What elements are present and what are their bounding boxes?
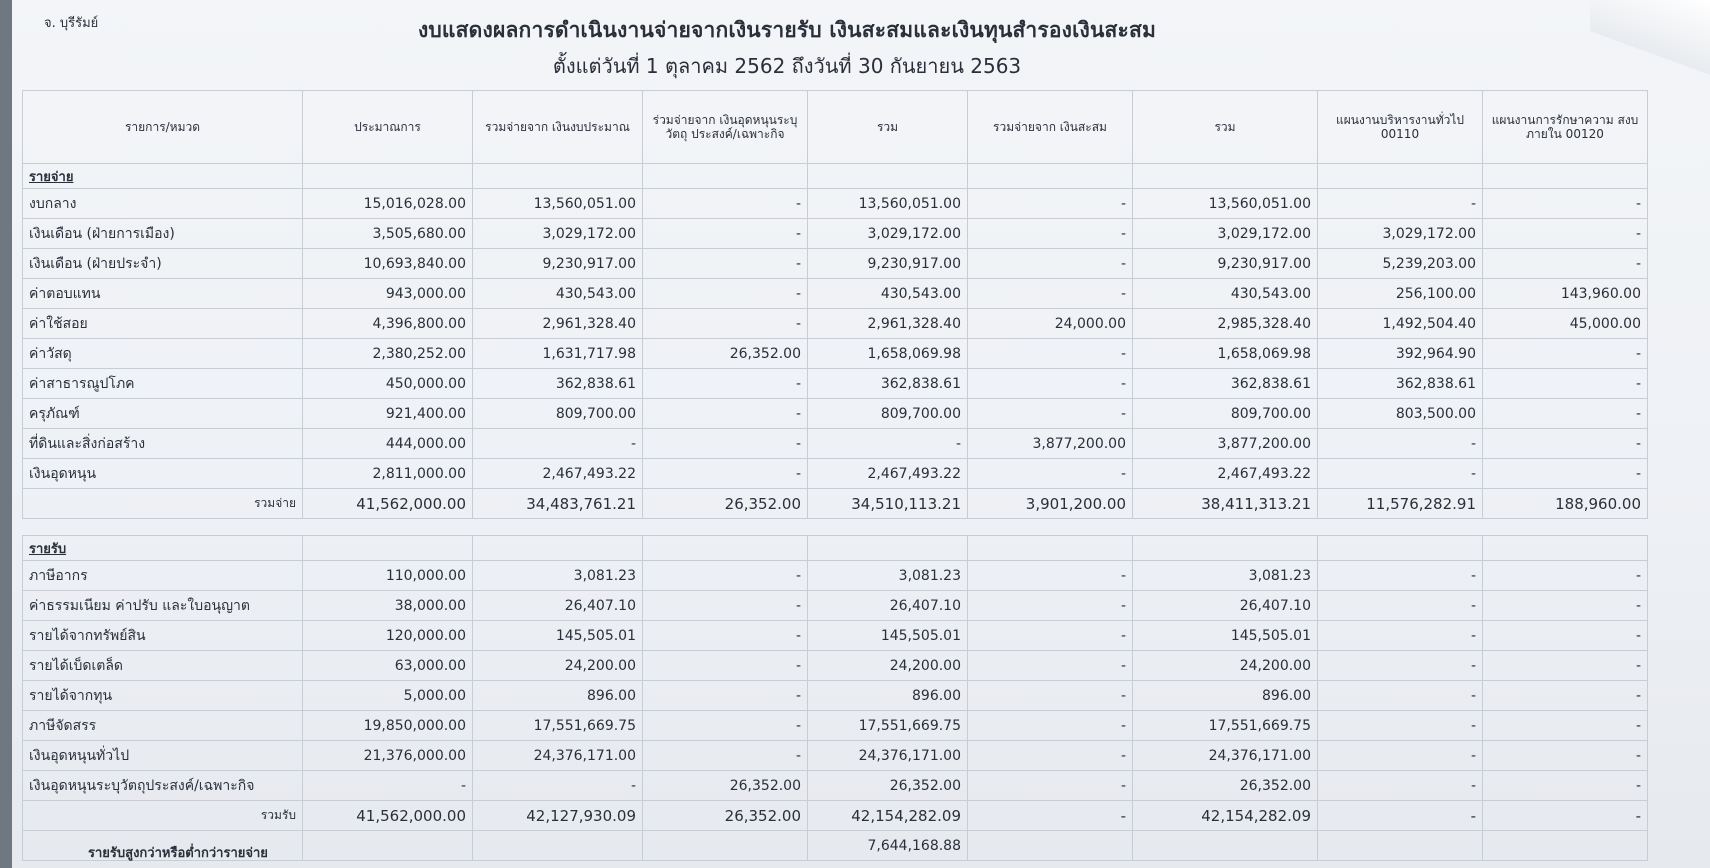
- page-curl: [1590, 0, 1710, 80]
- table-row: [23, 771, 1648, 801]
- value-cell: 809,700.00: [473, 399, 643, 429]
- report-title: งบแสดงผลการดำเนินงานจ่ายจากเงินรายรับ เงินสะสมและเงินทุนสำรองเงินสะสม: [417, 18, 1157, 42]
- value-cell: 143,960.00: [1483, 279, 1648, 309]
- total-value-cell: 34,510,113.21: [808, 489, 968, 519]
- value-cell: 1,631,717.98: [473, 339, 643, 369]
- value-cell: 26,407.10: [1133, 591, 1318, 621]
- table-row: [23, 741, 1648, 771]
- value-cell: 13,560,051.00: [473, 189, 643, 219]
- value-cell: 26,407.10: [473, 591, 643, 621]
- value-cell: 809,700.00: [1133, 399, 1318, 429]
- value-cell: 24,200.00: [1133, 651, 1318, 681]
- value-cell: -: [1318, 591, 1483, 621]
- value-cell: 3,081.23: [1133, 561, 1318, 591]
- empty-cell: [473, 536, 643, 561]
- table-row: [23, 309, 1648, 339]
- col-header-reserve-spent: รวมจ่ายจาก เงินสะสม: [968, 91, 1133, 164]
- value-cell: -: [1318, 681, 1483, 711]
- value-cell: 17,551,669.75: [473, 711, 643, 741]
- value-cell: 26,352.00: [643, 771, 808, 801]
- value-cell: 9,230,917.00: [808, 249, 968, 279]
- value-cell: -: [968, 249, 1133, 279]
- empty-cell: [1483, 164, 1648, 189]
- total-value-cell: -: [968, 801, 1133, 831]
- empty-cell: [643, 164, 808, 189]
- empty-cell: [303, 519, 473, 536]
- value-cell: 3,081.23: [808, 561, 968, 591]
- value-cell: -: [1483, 621, 1648, 651]
- value-cell: -: [1483, 681, 1648, 711]
- value-cell: -: [643, 459, 808, 489]
- value-cell: 896.00: [808, 681, 968, 711]
- col-header-sum-2: รวม: [1133, 91, 1318, 164]
- value-cell: -: [968, 681, 1133, 711]
- value-cell: 2,467,493.22: [808, 459, 968, 489]
- surplus-label: รายรับสูงกว่าหรือต่ำกว่ารายจ่าย: [88, 846, 268, 861]
- value-cell: 2,961,328.40: [808, 309, 968, 339]
- value-cell: -: [643, 561, 808, 591]
- value-cell: -: [643, 249, 808, 279]
- total-value-cell: 41,562,000.00: [303, 801, 473, 831]
- value-cell: -: [968, 189, 1133, 219]
- empty-cell: [643, 831, 808, 861]
- value-cell: -: [1318, 459, 1483, 489]
- table-row: [23, 339, 1648, 369]
- value-cell: 2,811,000.00: [303, 459, 473, 489]
- row-label: ภาษีจัดสรร: [23, 711, 303, 741]
- table-row: [23, 369, 1648, 399]
- value-cell: -: [1318, 741, 1483, 771]
- value-cell: 921,400.00: [303, 399, 473, 429]
- empty-cell: [968, 831, 1133, 861]
- value-cell: 1,658,069.98: [1133, 339, 1318, 369]
- row-label: รายได้จากทุน: [23, 681, 303, 711]
- col-header-item: รายการ/หมวด: [23, 91, 303, 164]
- empty-cell: [473, 831, 643, 861]
- value-cell: -: [1483, 741, 1648, 771]
- value-cell: 26,407.10: [808, 591, 968, 621]
- empty-cell: [643, 536, 808, 561]
- value-cell: 362,838.61: [473, 369, 643, 399]
- value-cell: 2,467,493.22: [1133, 459, 1318, 489]
- value-cell: -: [1483, 249, 1648, 279]
- value-cell: -: [1318, 561, 1483, 591]
- row-label: งบกลาง: [23, 189, 303, 219]
- value-cell: -: [643, 219, 808, 249]
- value-cell: 9,230,917.00: [1133, 249, 1318, 279]
- empty-cell: [1133, 536, 1318, 561]
- value-cell: 38,000.00: [303, 591, 473, 621]
- income-section-row: [23, 536, 1648, 561]
- value-cell: 430,543.00: [473, 279, 643, 309]
- empty-cell: [968, 164, 1133, 189]
- value-cell: -: [643, 741, 808, 771]
- value-cell: 21,376,000.00: [303, 741, 473, 771]
- table-row: [23, 279, 1648, 309]
- row-label: รายได้เบ็ดเตล็ด: [23, 651, 303, 681]
- empty-cell: [1483, 519, 1648, 536]
- value-cell: 24,200.00: [808, 651, 968, 681]
- value-cell: -: [1318, 711, 1483, 741]
- value-cell: 13,560,051.00: [1133, 189, 1318, 219]
- total-value-cell: 42,154,282.09: [808, 801, 968, 831]
- value-cell: 392,964.90: [1318, 339, 1483, 369]
- value-cell: 3,081.23: [473, 561, 643, 591]
- report-period: ตั้งแต่วันที่ 1 ตุลาคม 2562 ถึงวันที่ 30 กันยายน 2563: [552, 54, 1022, 78]
- value-cell: 24,200.00: [473, 651, 643, 681]
- row-label: เงินอุดหนุนระบุวัตถุประสงค์/เฉพาะกิจ: [23, 771, 303, 801]
- value-cell: -: [1483, 561, 1648, 591]
- empty-cell: [303, 831, 473, 861]
- value-cell: 17,551,669.75: [1133, 711, 1318, 741]
- total-value-cell: -: [1318, 801, 1483, 831]
- row-label: เงินอุดหนุนทั่วไป: [23, 741, 303, 771]
- value-cell: -: [968, 279, 1133, 309]
- row-label: เงินเดือน (ฝ่ายประจำ): [23, 249, 303, 279]
- value-cell: -: [1483, 651, 1648, 681]
- value-cell: 896.00: [1133, 681, 1318, 711]
- value-cell: -: [1483, 459, 1648, 489]
- empty-cell: [643, 519, 808, 536]
- value-cell: 26,352.00: [1133, 771, 1318, 801]
- empty-cell: [808, 519, 968, 536]
- income-total-row: [23, 801, 1648, 831]
- total-value-cell: 3,901,200.00: [968, 489, 1133, 519]
- empty-cell: [23, 519, 303, 536]
- value-cell: 1,658,069.98: [808, 339, 968, 369]
- row-label: ค่าธรรมเนียม ค่าปรับ และใบอนุญาต: [23, 591, 303, 621]
- empty-cell: [1318, 831, 1483, 861]
- value-cell: -: [473, 771, 643, 801]
- empty-cell: [473, 164, 643, 189]
- value-cell: -: [968, 591, 1133, 621]
- value-cell: -: [643, 429, 808, 459]
- col-header-subsidy-spent: ร่วมจ่ายจาก เงินอุดหนุนระบุวัตถุ ประสงค์/เฉพาะกิจ: [643, 91, 808, 164]
- empty-cell: [1483, 536, 1648, 561]
- value-cell: -: [643, 369, 808, 399]
- value-cell: 4,396,800.00: [303, 309, 473, 339]
- value-cell: -: [1483, 429, 1648, 459]
- total-value-cell: 42,127,930.09: [473, 801, 643, 831]
- value-cell: 362,838.61: [1133, 369, 1318, 399]
- value-cell: 10,693,840.00: [303, 249, 473, 279]
- table-row: [23, 621, 1648, 651]
- value-cell: -: [643, 399, 808, 429]
- total-value-cell: 11,576,282.91: [1318, 489, 1483, 519]
- value-cell: -: [968, 459, 1133, 489]
- row-label: ค่าใช้สอย: [23, 309, 303, 339]
- table-row: [23, 651, 1648, 681]
- value-cell: -: [643, 621, 808, 651]
- value-cell: -: [968, 561, 1133, 591]
- row-label: ครุภัณฑ์: [23, 399, 303, 429]
- value-cell: 145,505.01: [1133, 621, 1318, 651]
- value-cell: 24,376,171.00: [1133, 741, 1318, 771]
- value-cell: 17,551,669.75: [808, 711, 968, 741]
- value-cell: 3,029,172.00: [1133, 219, 1318, 249]
- value-cell: -: [968, 771, 1133, 801]
- value-cell: -: [968, 339, 1133, 369]
- total-value-cell: 26,352.00: [643, 801, 808, 831]
- empty-cell: [808, 164, 968, 189]
- value-cell: 26,352.00: [808, 771, 968, 801]
- col-header-plan-00110: แผนงานบริหารงานทั่วไป 00110: [1318, 91, 1483, 164]
- value-cell: 120,000.00: [303, 621, 473, 651]
- table-row: [23, 561, 1648, 591]
- table-row: [23, 189, 1648, 219]
- row-label: รายได้จากทรัพย์สิน: [23, 621, 303, 651]
- value-cell: -: [968, 711, 1133, 741]
- empty-cell: [1133, 519, 1318, 536]
- total-value-cell: 38,411,313.21: [1133, 489, 1318, 519]
- value-cell: -: [643, 681, 808, 711]
- value-cell: -: [968, 399, 1133, 429]
- value-cell: 2,961,328.40: [473, 309, 643, 339]
- value-cell: 3,877,200.00: [1133, 429, 1318, 459]
- value-cell: -: [1318, 771, 1483, 801]
- income-total-label: รวมรับ: [23, 801, 303, 831]
- value-cell: 3,029,172.00: [1318, 219, 1483, 249]
- value-cell: 943,000.00: [303, 279, 473, 309]
- value-cell: -: [1483, 771, 1648, 801]
- value-cell: -: [1483, 339, 1648, 369]
- expense-section-cell: [23, 164, 303, 189]
- total-value-cell: 26,352.00: [643, 489, 808, 519]
- value-cell: 15,016,028.00: [303, 189, 473, 219]
- value-cell: 9,230,917.00: [473, 249, 643, 279]
- empty-cell: [303, 164, 473, 189]
- value-cell: -: [643, 591, 808, 621]
- value-cell: 19,850,000.00: [303, 711, 473, 741]
- table-row: [23, 429, 1648, 459]
- expense-total-row: [23, 489, 1648, 519]
- value-cell: 896.00: [473, 681, 643, 711]
- value-cell: 3,505,680.00: [303, 219, 473, 249]
- value-cell: 3,029,172.00: [473, 219, 643, 249]
- value-cell: 3,877,200.00: [968, 429, 1133, 459]
- empty-cell: [1133, 164, 1318, 189]
- value-cell: 3,029,172.00: [808, 219, 968, 249]
- value-cell: -: [643, 711, 808, 741]
- value-cell: 2,985,328.40: [1133, 309, 1318, 339]
- spacer-row: [23, 519, 1648, 536]
- table-row: [23, 681, 1648, 711]
- col-header-plan-00120: แผนงานการรักษาความ สงบภายใน 00120: [1483, 91, 1648, 164]
- row-label: ค่าตอบแทน: [23, 279, 303, 309]
- value-cell: -: [1483, 591, 1648, 621]
- value-cell: -: [1318, 429, 1483, 459]
- value-cell: -: [643, 309, 808, 339]
- value-cell: -: [1318, 189, 1483, 219]
- empty-cell: [473, 519, 643, 536]
- income-section-cell: [23, 536, 303, 561]
- value-cell: 24,376,171.00: [473, 741, 643, 771]
- value-cell: 24,376,171.00: [808, 741, 968, 771]
- value-cell: -: [968, 651, 1133, 681]
- row-label: เงินเดือน (ฝ่ายการเมือง): [23, 219, 303, 249]
- total-value-cell: 188,960.00: [1483, 489, 1648, 519]
- row-label: ที่ดินและสิ่งก่อสร้าง: [23, 429, 303, 459]
- value-cell: 430,543.00: [1133, 279, 1318, 309]
- value-cell: -: [643, 279, 808, 309]
- total-value-cell: -: [1483, 801, 1648, 831]
- total-value-cell: 34,483,761.21: [473, 489, 643, 519]
- col-header-budget-spent: รวมจ่ายจาก เงินงบประมาณ: [473, 91, 643, 164]
- row-label: ค่าสาธารณูปโภค: [23, 369, 303, 399]
- row-label: เงินอุดหนุน: [23, 459, 303, 489]
- value-cell: 1,492,504.40: [1318, 309, 1483, 339]
- expense-section-row: [23, 164, 1648, 189]
- expense-section-label: รายจ่าย: [29, 169, 74, 185]
- value-cell: 362,838.61: [1318, 369, 1483, 399]
- total-value-cell: 41,562,000.00: [303, 489, 473, 519]
- financial-table: [22, 90, 1648, 861]
- empty-cell: [1133, 831, 1318, 861]
- surplus-value: 7,644,168.88: [808, 831, 968, 861]
- value-cell: -: [473, 429, 643, 459]
- value-cell: 24,000.00: [968, 309, 1133, 339]
- value-cell: -: [303, 771, 473, 801]
- value-cell: 803,500.00: [1318, 399, 1483, 429]
- value-cell: -: [1318, 651, 1483, 681]
- empty-cell: [1318, 164, 1483, 189]
- value-cell: 444,000.00: [303, 429, 473, 459]
- empty-cell: [1318, 519, 1483, 536]
- empty-cell: [808, 536, 968, 561]
- value-cell: -: [1483, 399, 1648, 429]
- value-cell: 430,543.00: [808, 279, 968, 309]
- row-label: ค่าวัสดุ: [23, 339, 303, 369]
- empty-cell: [1318, 536, 1483, 561]
- value-cell: 256,100.00: [1318, 279, 1483, 309]
- table-row: [23, 711, 1648, 741]
- expense-total-label: รวมจ่าย: [23, 489, 303, 519]
- empty-cell: [968, 519, 1133, 536]
- value-cell: -: [1483, 189, 1648, 219]
- value-cell: 2,380,252.00: [303, 339, 473, 369]
- value-cell: 110,000.00: [303, 561, 473, 591]
- value-cell: -: [643, 189, 808, 219]
- value-cell: 362,838.61: [808, 369, 968, 399]
- value-cell: -: [808, 429, 968, 459]
- value-cell: -: [968, 621, 1133, 651]
- value-cell: 5,239,203.00: [1318, 249, 1483, 279]
- value-cell: -: [1483, 369, 1648, 399]
- total-value-cell: 42,154,282.09: [1133, 801, 1318, 831]
- value-cell: 5,000.00: [303, 681, 473, 711]
- value-cell: -: [968, 219, 1133, 249]
- row-label: ภาษีอากร: [23, 561, 303, 591]
- table-row: [23, 591, 1648, 621]
- province-label: จ. บุรีรัมย์: [44, 16, 99, 31]
- value-cell: 145,505.01: [808, 621, 968, 651]
- value-cell: 45,000.00: [1483, 309, 1648, 339]
- value-cell: -: [968, 741, 1133, 771]
- empty-cell: [303, 536, 473, 561]
- value-cell: -: [643, 651, 808, 681]
- value-cell: 809,700.00: [808, 399, 968, 429]
- value-cell: -: [1483, 711, 1648, 741]
- empty-cell: [1483, 831, 1648, 861]
- value-cell: 2,467,493.22: [473, 459, 643, 489]
- value-cell: -: [1483, 219, 1648, 249]
- table-row: [23, 219, 1648, 249]
- table-row: [23, 399, 1648, 429]
- empty-cell: [968, 536, 1133, 561]
- col-header-estimate: ประมาณการ: [303, 91, 473, 164]
- table-row: [23, 459, 1648, 489]
- income-section-label: รายรับ: [29, 541, 67, 557]
- value-cell: 450,000.00: [303, 369, 473, 399]
- value-cell: 63,000.00: [303, 651, 473, 681]
- value-cell: -: [968, 369, 1133, 399]
- value-cell: 145,505.01: [473, 621, 643, 651]
- value-cell: 26,352.00: [643, 339, 808, 369]
- value-cell: 13,560,051.00: [808, 189, 968, 219]
- table-header-row: [23, 91, 1648, 164]
- col-header-sum-1: รวม: [808, 91, 968, 164]
- table-row: [23, 249, 1648, 279]
- value-cell: -: [1318, 621, 1483, 651]
